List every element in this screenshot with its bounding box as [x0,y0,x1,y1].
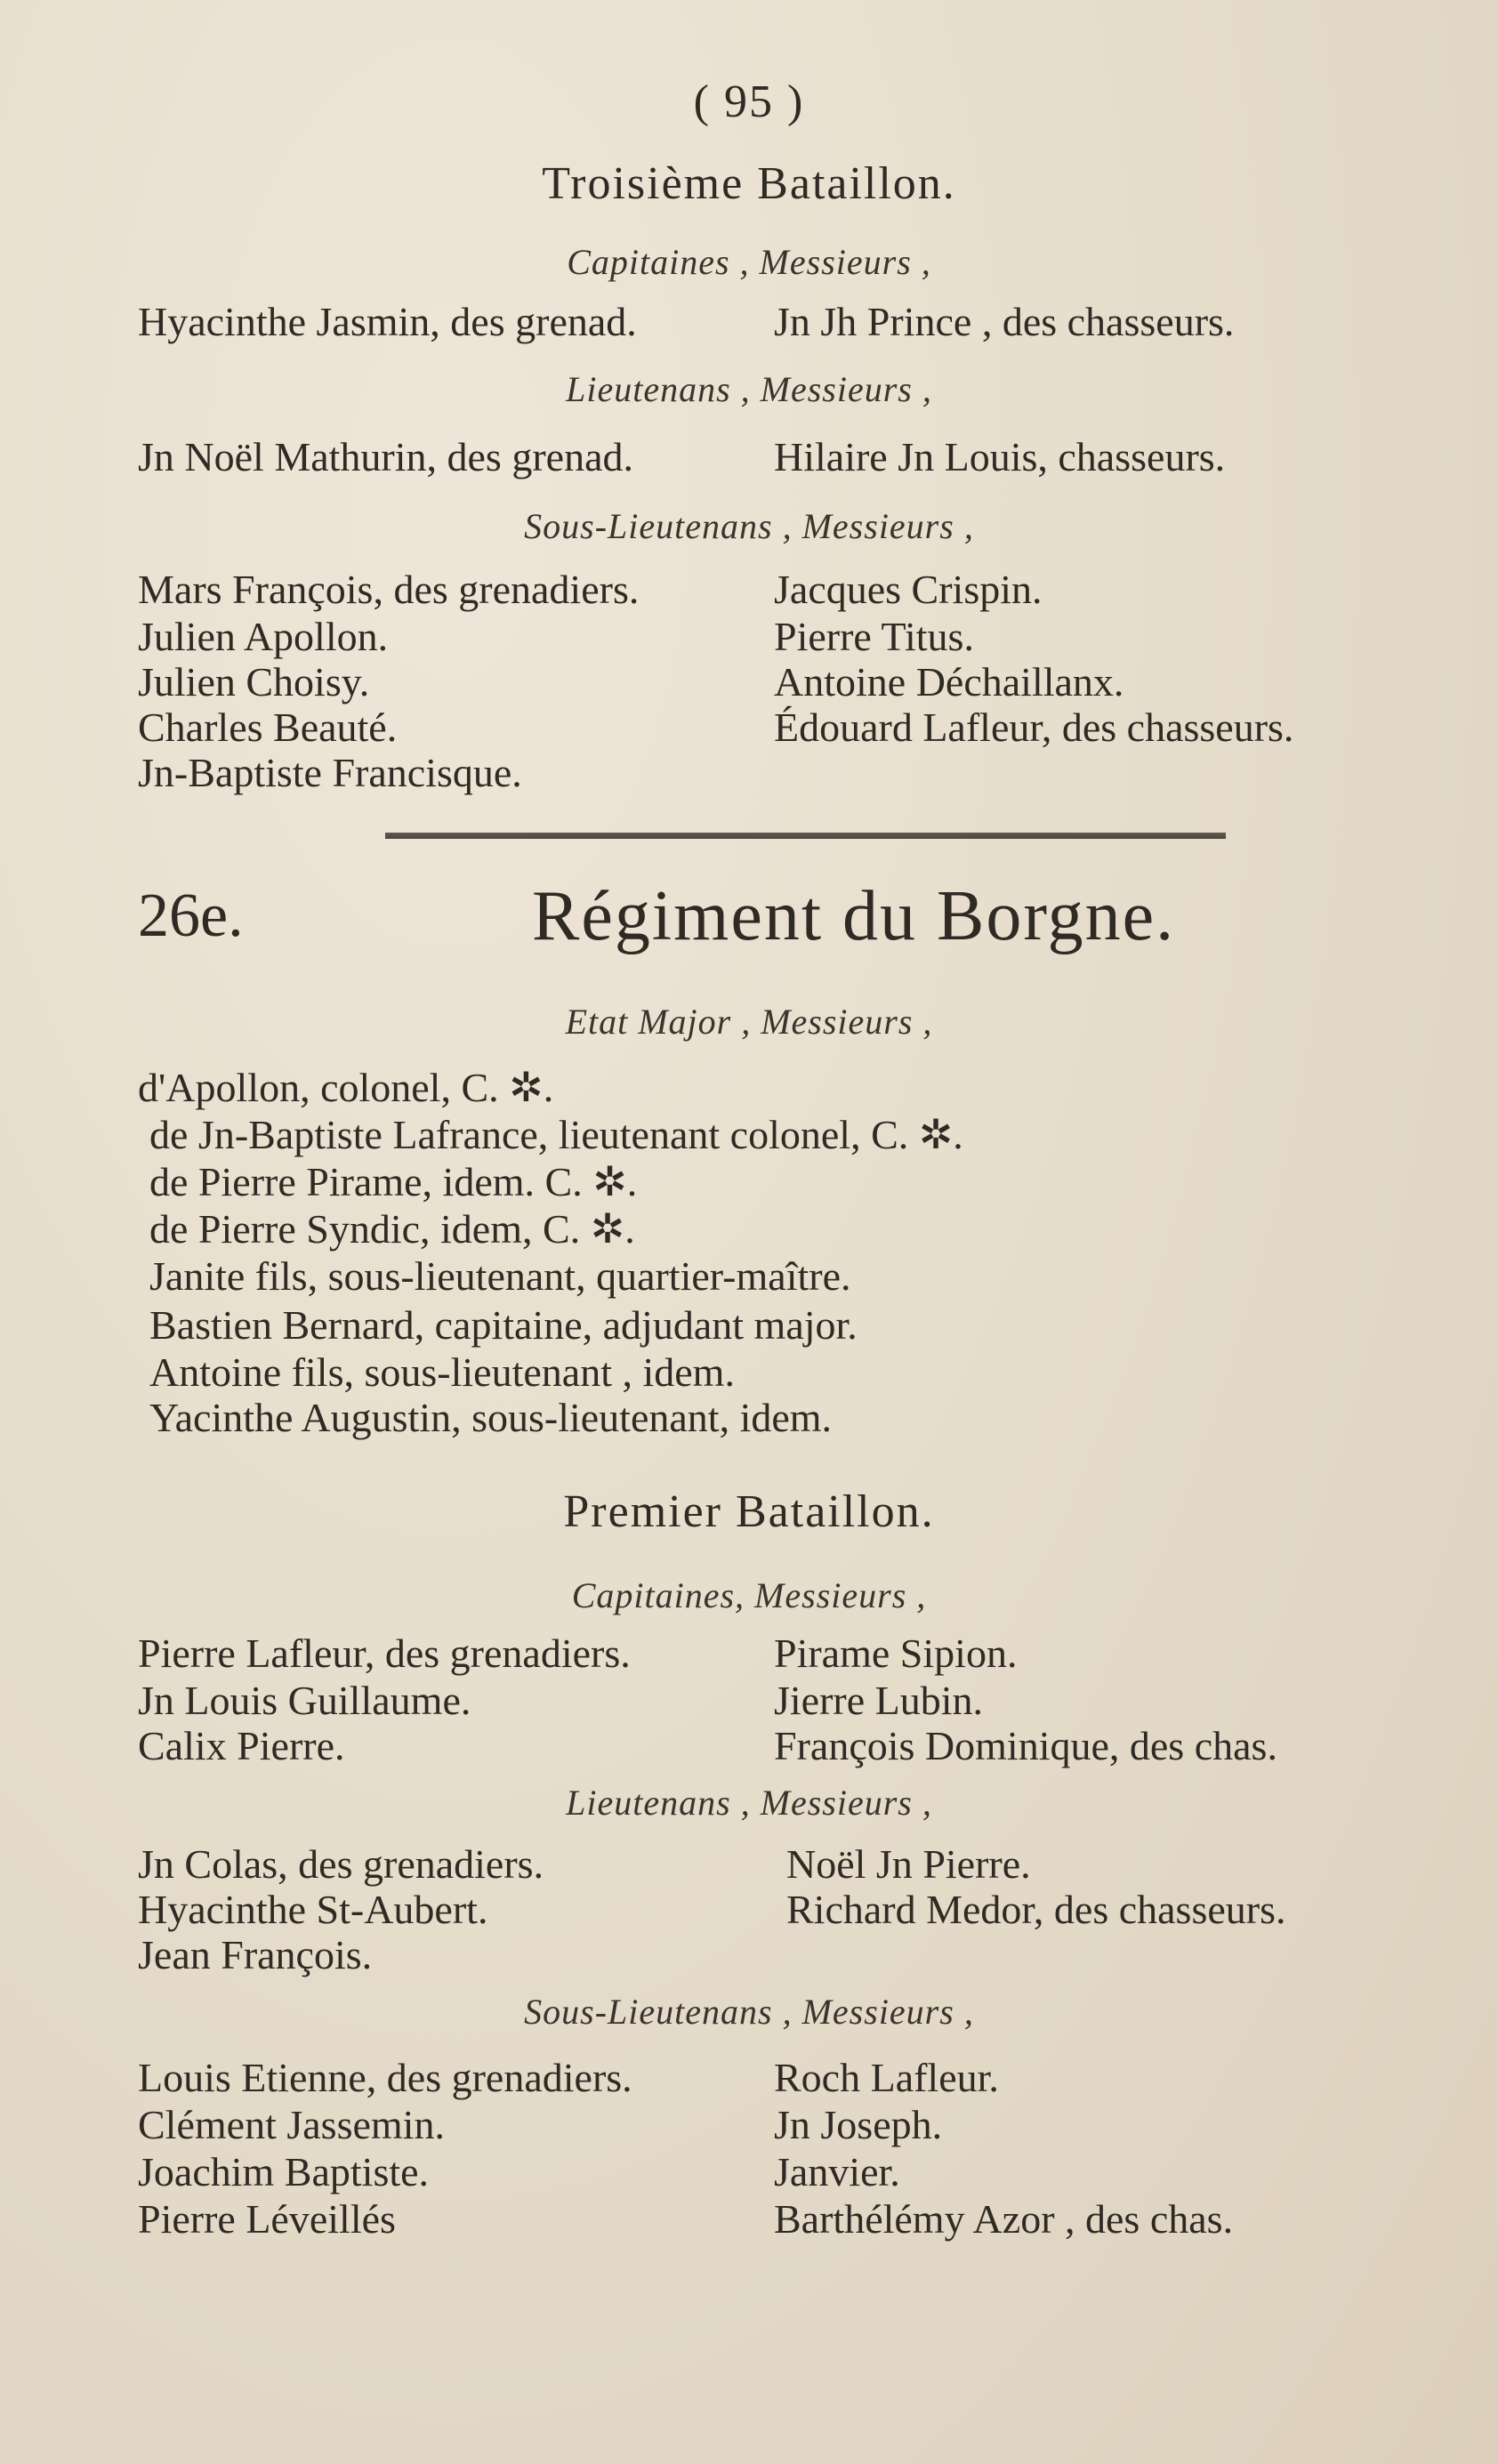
list-item: Jn Noël Mathurin, des grenad. [138,434,633,479]
list-item: Roch Lafleur. [774,2055,999,2100]
list-item: Louis Etienne, des grenadiers. [138,2055,632,2100]
list-item: Julien Choisy. [138,659,370,705]
list-item: Pirame Sipion. [774,1631,1018,1676]
list-item: Barthélémy Azor , des chas. [774,2196,1234,2242]
list-item: Pierre Léveillés [138,2196,396,2242]
list-item: Jn Joseph. [774,2102,943,2147]
list-item: Janvier. [774,2149,900,2194]
list-item: Clément Jassemin. [138,2102,445,2147]
list-item: Jean François. [138,1932,373,1977]
etat-major-label: Etat Major , Messieurs , [565,1002,933,1042]
sous-lieutenans-label: Sous-Lieutenans , Messieurs , [524,506,974,546]
list-item: Jn Colas, des grenadiers. [138,1841,544,1887]
list-item: Richard Medor, des chasseurs. [786,1887,1286,1932]
list-item: Noël Jn Pierre. [786,1841,1031,1887]
list-item: Hyacinthe St-Aubert. [138,1887,488,1932]
list-item: Antoine fils, sous-lieutenant , idem. [149,1349,735,1395]
list-item: de Pierre Syndic, idem, C. ✲. [149,1206,635,1252]
list-item: Jn Louis Guillaume. [138,1678,471,1723]
capitaines-label: Capitaines, Messieurs , [571,1575,927,1615]
list-item: Charles Beauté. [138,705,398,750]
list-item: de Pierre Pirame, idem. C. ✲. [149,1159,638,1204]
list-item: Joachim Baptiste. [138,2149,430,2194]
regiment-title: Régiment du Borgne. [532,877,1176,955]
list-item: Julien Apollon. [138,614,389,659]
list-item: Pierre Lafleur, des grenadiers. [138,1631,631,1676]
list-item: Bastien Bernard, capitaine, adjudant major. [149,1302,858,1348]
section-divider-rule [385,833,1226,839]
section-heading-premier-bataillon: Premier Bataillon. [563,1486,935,1537]
list-item: Jierre Lubin. [774,1678,984,1723]
list-item: Mars François, des grenadiers. [138,567,640,612]
list-item: François Dominique, des chas. [774,1723,1277,1768]
list-item: Yacinthe Augustin, sous-lieutenant, idem. [149,1395,833,1440]
list-item: Janite fils, sous-lieutenant, quartier-maître. [149,1253,851,1299]
list-item: Calix Pierre. [138,1723,345,1768]
list-item: Hilaire Jn Louis, chasseurs. [774,434,1226,479]
list-item: Hyacinthe Jasmin, des grenad. [138,299,637,344]
list-item: Jacques Crispin. [774,567,1043,612]
list-item: Antoine Déchaillanx. [774,659,1124,705]
list-item: Jn Jh Prince , des chasseurs. [774,299,1235,344]
list-item: d'Apollon, colonel, C. ✲. [138,1065,554,1110]
list-item: Pierre Titus. [774,614,974,659]
list-item: Jn-Baptiste Francisque. [138,750,522,795]
list-item: de Jn-Baptiste Lafrance, lieutenant colonel, C. ✲. [149,1112,963,1157]
page-number: ( 95 ) [693,76,805,127]
lieutenans-label: Lieutenans , Messieurs , [566,369,932,409]
capitaines-label: Capitaines , Messieurs , [567,242,931,282]
regiment-number: 26e. [138,882,244,950]
sous-lieutenans-label: Sous-Lieutenans , Messieurs , [524,1992,974,2032]
lieutenans-label: Lieutenans , Messieurs , [566,1783,932,1823]
list-item: Édouard Lafleur, des chasseurs. [774,705,1294,750]
section-heading-troisieme-bataillon: Troisième Bataillon. [542,158,956,209]
